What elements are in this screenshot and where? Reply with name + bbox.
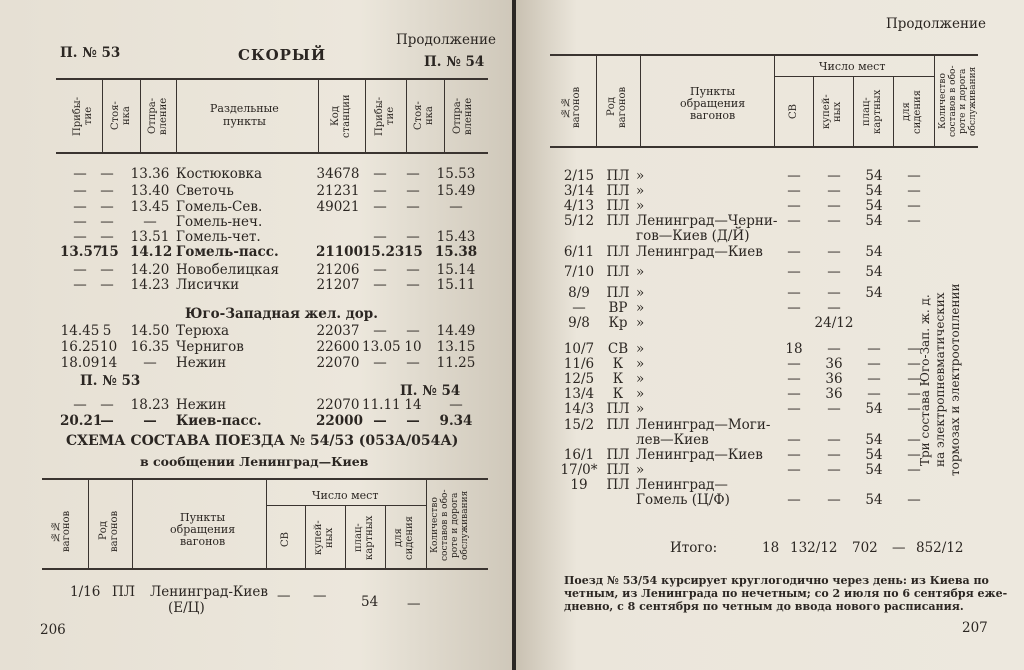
composition-cell-coupe: —: [827, 285, 841, 301]
comp-header-sit: для сидения: [393, 516, 415, 560]
composition-cell-coupe: 36: [825, 386, 843, 402]
composition-cell-coupe: —: [827, 492, 841, 508]
composition-cell-num: 9/8: [568, 315, 590, 331]
scheme-subtitle: в сообщении Ленинград—Киев: [140, 454, 369, 469]
timetable-cell-s: —: [100, 166, 114, 182]
composition-cell-sit: —: [907, 356, 921, 372]
composition-cell-type: К: [612, 371, 624, 387]
page-number-right: 207: [962, 620, 988, 636]
timetable-cell-a2: —: [373, 355, 387, 371]
composition-cell-route: Ленинград—Киев: [636, 447, 763, 463]
header-departure: Отпра- вление: [147, 97, 169, 135]
timetable-cell-code: 22070: [316, 397, 360, 413]
composition-cell-plats: —: [867, 371, 881, 387]
composition-cell-coupe: —: [827, 462, 841, 478]
composition-cell-num: 11/6: [563, 356, 595, 372]
timetable-cell-code: 22037: [316, 323, 360, 339]
composition-cell-coupe: —: [827, 264, 841, 280]
railway-name: Юго-Западная жел. дор.: [185, 306, 378, 322]
timetable-cell-code: 22600: [316, 339, 360, 355]
timetable-cell-name: Гомель-чет.: [176, 229, 261, 245]
timetable-cell-d: 14.20: [130, 262, 170, 278]
composition-cell-type: СВ: [607, 341, 629, 357]
total-sv: 18: [762, 540, 780, 556]
train-number-right: П. № 54: [424, 54, 485, 70]
composition-cell-route: »: [636, 198, 645, 214]
composition-cell-plats: 54: [865, 183, 883, 199]
composition-cell-plats: 54: [865, 264, 883, 280]
composition-cell-route: »: [636, 168, 645, 184]
timetable-cell-s: —: [100, 214, 114, 230]
composition-cell-route: »: [636, 462, 645, 478]
timetable-cell-s2: 10: [404, 339, 422, 355]
comp-row-coupe: —: [313, 588, 327, 604]
composition-cell-type: ПЛ: [606, 462, 630, 478]
timetable-cell-s2: —: [406, 166, 420, 182]
comp-header-seats: Число мест: [312, 489, 379, 502]
timetable-cell-s: —: [100, 229, 114, 245]
composition-cell-sit: —: [907, 432, 921, 448]
timetable-cell-code: 21207: [316, 277, 360, 293]
composition-cell-num: 5/12: [563, 213, 595, 229]
composition-cell-num: 8/9: [568, 285, 590, 301]
side-note-text: Три состава Юго-Зап. ж. д. на электропневматических тормозах и электроотоплении: [918, 283, 962, 477]
right-header-seats: Число мест: [819, 60, 886, 73]
composition-cell-sv: —: [787, 300, 801, 316]
composition-cell-sv: —: [787, 371, 801, 387]
composition-cell-num: 15/2: [563, 417, 595, 433]
timetable-cell-d: 14.12: [130, 244, 173, 260]
timetable-cell-s: 5: [102, 323, 112, 339]
right-header-num: №№ вагонов: [560, 86, 582, 128]
composition-cell-sv: —: [787, 183, 801, 199]
comp-header-qty: Количество составов в обо- роте и дорога обслуживания: [430, 489, 470, 561]
composition-cell-sit: —: [907, 183, 921, 199]
timetable-cell-d2: 13.15: [436, 339, 476, 355]
timetable-cell-d2: 9.34: [439, 413, 473, 429]
composition-cell-sit: —: [907, 198, 921, 214]
composition-cell-route: »: [636, 285, 645, 301]
schedule-note: Поезд № 53/54 курсирует круглогодично через день: из Киева по четным, из Ленинграда по нечетным; со 2 июля по 6 сентября еже- дневно, с 8 сентября по четным до ввода нового расписания.: [564, 574, 1008, 613]
composition-cell-sit: —: [907, 447, 921, 463]
header-stop: Стоя- нка: [110, 101, 132, 131]
composition-cell-num: 14/3: [563, 401, 595, 417]
timetable-cell-code: 22070: [316, 355, 360, 371]
timetable-cell-a2: 15.23: [362, 244, 405, 260]
timetable-cell-d: 13.45: [130, 199, 170, 215]
header-arrival: Прибы- тие: [72, 96, 94, 136]
timetable-cell-name: Терюха: [176, 323, 230, 339]
timetable-cell-d2: 15.43: [436, 229, 476, 245]
timetable-cell-a2: 13.05: [362, 339, 401, 355]
timetable-cell-s: —: [100, 277, 114, 293]
timetable-cell-a: 14.45: [60, 323, 100, 339]
right-header-plats: плац- картных: [861, 89, 883, 135]
composition-cell-type: ПЛ: [606, 285, 630, 301]
timetable-cell-s2: —: [406, 413, 420, 429]
composition-cell-sv: —: [787, 285, 801, 301]
composition-cell-sv: —: [787, 168, 801, 184]
timetable-cell-code: 21206: [316, 262, 360, 278]
composition-cell-route: Ленинград—Моги-: [636, 417, 771, 433]
timetable-cell-s2: —: [406, 199, 420, 215]
timetable-cell-s2: —: [406, 262, 420, 278]
composition-cell-coupe: —: [827, 401, 841, 417]
timetable-cell-a: 20.21: [60, 413, 103, 429]
composition-cell-plats: 54: [865, 401, 883, 417]
timetable-cell-d: 13.51: [130, 229, 170, 245]
composition-cell-sit: —: [907, 386, 921, 402]
continuation-label: Продолжение: [396, 32, 496, 48]
composition-cell-plats: 54: [865, 285, 883, 301]
timetable-cell-d2: 14.49: [436, 323, 476, 339]
scheme-title: СХЕМА СОСТАВА ПОЕЗДА № 54/53 (053А/054А): [66, 433, 459, 449]
train-number-left: П. № 53: [60, 45, 121, 61]
timetable-cell-a: —: [73, 214, 87, 230]
composition-cell-sv: 18: [785, 341, 803, 357]
timetable-cell-name: Светочь: [176, 183, 234, 199]
timetable-cell-code: 49021: [316, 199, 360, 215]
composition-cell-type: ПЛ: [606, 264, 630, 280]
comp-header-num: №№ вагонов: [50, 510, 72, 552]
composition-cell-num: 7/10: [563, 264, 595, 280]
timetable-cell-a2: —: [373, 277, 387, 293]
timetable-cell-d2: 15.11: [436, 277, 476, 293]
timetable-cell-a2: —: [373, 323, 387, 339]
composition-cell-num: 2/15: [563, 168, 595, 184]
composition-cell-plats: 54: [865, 168, 883, 184]
composition-cell-num: 13/4: [563, 386, 595, 402]
composition-cell-sv: —: [787, 432, 801, 448]
page-number-left: 206: [40, 622, 66, 638]
composition-cell-sv: —: [787, 492, 801, 508]
composition-cell-coupe: —: [827, 198, 841, 214]
timetable-cell-a: —: [73, 229, 87, 245]
timetable-cell-a: 16.25: [60, 339, 100, 355]
composition-cell-plats: 54: [865, 462, 883, 478]
timetable-cell-a: —: [73, 397, 87, 413]
composition-cell-route: Гомель (Ц/Ф): [636, 492, 730, 508]
composition-cell-num: —: [572, 300, 586, 316]
comp-row-sit: —: [407, 596, 421, 612]
timetable-cell-d: —: [143, 413, 157, 429]
timetable-cell-d2: —: [449, 397, 463, 413]
composition-cell-route: »: [636, 401, 645, 417]
timetable-cell-d: 13.36: [130, 166, 170, 182]
total-sit: —: [892, 540, 906, 556]
timetable-cell-s: 14: [100, 355, 118, 371]
timetable-cell-a: —: [73, 199, 87, 215]
timetable-cell-s2: —: [406, 277, 420, 293]
timetable-cell-s2: —: [406, 323, 420, 339]
timetable-cell-a2: —: [373, 262, 387, 278]
comp-row-route: Ленинград-Киев: [150, 584, 268, 600]
timetable-cell-s: —: [100, 183, 114, 199]
composition-cell-plats: 54: [865, 447, 883, 463]
composition-cell-sit: —: [907, 213, 921, 229]
composition-cell-route: Ленинград—Черни-: [636, 213, 778, 229]
timetable-cell-s2: —: [406, 183, 420, 199]
timetable-cell-name: Лисички: [176, 277, 240, 293]
composition-cell-coupe: —: [827, 168, 841, 184]
timetable-cell-s2: —: [406, 355, 420, 371]
composition-cell-route: »: [636, 341, 645, 357]
composition-cell-route: Ленинград—: [636, 477, 728, 493]
timetable-cell-s2: —: [406, 229, 420, 245]
composition-cell-type: ПЛ: [606, 417, 630, 433]
right-header-coupe: купей- ных: [821, 94, 843, 130]
right-header-points: Пункты обращения вагонов: [680, 85, 746, 122]
composition-cell-coupe: —: [827, 341, 841, 357]
train-number-53: П. № 53: [80, 373, 141, 389]
composition-cell-num: 6/11: [563, 244, 595, 260]
timetable-cell-d: 14.23: [130, 277, 170, 293]
composition-cell-num: 10/7: [563, 341, 595, 357]
composition-cell-route: »: [636, 315, 645, 331]
composition-cell-sv: —: [787, 213, 801, 229]
composition-cell-plats: —: [867, 356, 881, 372]
header-points: Раздельные пункты: [210, 102, 279, 128]
timetable-cell-code: 34678: [316, 166, 360, 182]
comp-header-points: Пункты обращения вагонов: [170, 511, 236, 548]
timetable-cell-d2: 15.38: [434, 244, 478, 260]
comp-row-num: 1/16: [70, 584, 101, 600]
composition-cell-route: лев—Киев: [636, 432, 709, 448]
composition-cell-coupe: —: [827, 300, 841, 316]
composition-cell-coupe: —: [827, 432, 841, 448]
train-number-54: П. № 54: [400, 383, 461, 399]
timetable-cell-s: —: [100, 262, 114, 278]
composition-cell-type: К: [612, 356, 624, 372]
header-arrival-2: Прибы- тие: [374, 96, 396, 136]
timetable-cell-d: 18.23: [130, 397, 170, 413]
composition-cell-num: 12/5: [563, 371, 595, 387]
composition-cell-sit: —: [907, 492, 921, 508]
timetable-cell-name: Нежин: [176, 355, 227, 371]
composition-cell-route: »: [636, 300, 645, 316]
composition-cell-coupe: 24/12: [814, 315, 854, 331]
header-station-code: Код станции: [330, 94, 352, 138]
timetable-cell-a: —: [73, 183, 87, 199]
composition-cell-coupe: —: [827, 183, 841, 199]
total-coupe: 132/12: [790, 540, 838, 556]
comp-row-route-2: (Е/Ц): [168, 600, 205, 616]
composition-cell-type: ПЛ: [606, 477, 630, 493]
timetable-cell-a: —: [73, 262, 87, 278]
timetable-cell-d2: 11.25: [436, 355, 476, 371]
composition-cell-num: 19: [570, 477, 588, 493]
composition-cell-num: 4/13: [563, 198, 595, 214]
comp-header-coupe: купей- ных: [313, 520, 335, 556]
composition-cell-sit: —: [907, 341, 921, 357]
timetable-cell-s2: 14: [404, 397, 422, 413]
composition-cell-route: »: [636, 356, 645, 372]
composition-cell-route: гов—Киев (Д/Й): [636, 228, 750, 244]
composition-cell-route: »: [636, 264, 645, 280]
timetable-cell-d2: 15.14: [436, 262, 476, 278]
composition-cell-type: ПЛ: [606, 183, 630, 199]
composition-cell-num: 17/0*: [560, 462, 598, 478]
total-label: Итого:: [670, 540, 718, 556]
timetable-cell-a: 13.57: [60, 244, 103, 260]
composition-cell-num: 16/1: [563, 447, 595, 463]
composition-cell-type: Кр: [608, 315, 628, 331]
timetable-cell-a2: 11.11: [362, 397, 401, 413]
timetable-cell-name: Костюковка: [176, 166, 263, 182]
timetable-cell-a: 18.09: [60, 355, 100, 371]
timetable-cell-s: 10: [100, 339, 118, 355]
composition-cell-route: »: [636, 183, 645, 199]
composition-cell-coupe: 36: [825, 356, 843, 372]
composition-cell-coupe: —: [827, 213, 841, 229]
timetable-cell-d: —: [143, 214, 157, 230]
right-header-qty: Количество составов в обо- роте и дорога обслуживания: [938, 65, 978, 137]
right-header-type: Род вагонов: [606, 86, 628, 128]
timetable-cell-a2: —: [373, 413, 387, 429]
timetable-cell-d: 13.40: [130, 183, 170, 199]
composition-cell-plats: 54: [865, 492, 883, 508]
composition-cell-sv: —: [787, 244, 801, 260]
timetable-cell-a2: —: [373, 183, 387, 199]
timetable-cell-name: Гомель-Сев.: [176, 199, 263, 215]
timetable-cell-a: —: [73, 166, 87, 182]
composition-cell-sv: —: [787, 462, 801, 478]
timetable-cell-name: Чернигов: [176, 339, 244, 355]
timetable-cell-d2: 15.49: [436, 183, 476, 199]
timetable-cell-d: 14.50: [130, 323, 170, 339]
right-header-sv: СВ: [788, 104, 799, 120]
right-page: [516, 0, 1024, 670]
continuation-label-right: Продолжение: [886, 16, 986, 32]
timetable-cell-d2: 15.53: [436, 166, 476, 182]
composition-cell-plats: 54: [865, 213, 883, 229]
composition-cell-plats: 54: [865, 198, 883, 214]
comp-row-sv: —: [277, 588, 291, 604]
timetable-cell-name: Гомель-неч.: [176, 214, 263, 230]
comp-header-type: Род вагонов: [98, 510, 120, 552]
comp-header-sv: СВ: [280, 532, 291, 548]
composition-cell-coupe: —: [827, 447, 841, 463]
timetable-cell-a: —: [73, 277, 87, 293]
timetable-cell-name: Новобелицкая: [176, 262, 280, 278]
composition-cell-sv: —: [787, 198, 801, 214]
composition-cell-type: ПЛ: [606, 198, 630, 214]
timetable-cell-name: Гомель-пасс.: [176, 244, 279, 260]
composition-cell-sit: —: [907, 371, 921, 387]
composition-cell-type: ПЛ: [606, 168, 630, 184]
composition-cell-plats: —: [867, 341, 881, 357]
timetable-cell-a2: —: [373, 166, 387, 182]
comp-header-plats: плац- картных: [353, 515, 375, 561]
composition-cell-sv: —: [787, 401, 801, 417]
right-header-sit: для сидения: [901, 90, 923, 134]
timetable-cell-d2: —: [449, 199, 463, 215]
composition-cell-coupe: —: [827, 244, 841, 260]
timetable-cell-s2: 15: [404, 244, 423, 260]
composition-cell-route: »: [636, 386, 645, 402]
composition-cell-sv: —: [787, 386, 801, 402]
composition-cell-type: К: [612, 386, 624, 402]
timetable-cell-code: 21231: [316, 183, 360, 199]
comp-row-type: ПЛ: [112, 584, 136, 600]
composition-cell-sv: —: [787, 447, 801, 463]
timetable-cell-d: 16.35: [130, 339, 170, 355]
composition-cell-type: ВР: [608, 300, 628, 316]
timetable-cell-name: Нежин: [176, 397, 227, 413]
composition-cell-sit: —: [907, 168, 921, 184]
composition-cell-route: »: [636, 371, 645, 387]
composition-cell-num: 3/14: [563, 183, 595, 199]
composition-cell-plats: 54: [865, 244, 883, 260]
timetable-cell-a2: —: [373, 199, 387, 215]
composition-cell-sv: —: [787, 264, 801, 280]
composition-cell-sit: —: [907, 462, 921, 478]
timetable-cell-s: —: [100, 199, 114, 215]
timetable-cell-a2: —: [373, 229, 387, 245]
composition-cell-route: Ленинград—Киев: [636, 244, 763, 260]
timetable-cell-s: 15: [100, 244, 119, 260]
timetable-cell-code: 22000: [316, 413, 363, 429]
composition-cell-plats: 54: [865, 432, 883, 448]
timetable-cell-s: —: [100, 397, 114, 413]
header-departure-2: Отпра- вление: [452, 97, 474, 135]
composition-cell-type: ПЛ: [606, 401, 630, 417]
timetable-cell-code: 21100: [316, 244, 363, 260]
composition-cell-type: ПЛ: [606, 244, 630, 260]
total-plats: 702: [852, 540, 878, 556]
timetable-cell-name: Киев-пасс.: [176, 413, 262, 429]
train-type-title: СКОРЫЙ: [238, 46, 327, 64]
timetable-cell-d: —: [143, 355, 157, 371]
composition-cell-sit: —: [907, 401, 921, 417]
composition-cell-type: ПЛ: [606, 447, 630, 463]
total-all: 852/12: [916, 540, 964, 556]
timetable-cell-s: —: [100, 413, 114, 429]
header-stop-2: Стоя- нка: [413, 101, 435, 131]
composition-cell-type: ПЛ: [606, 213, 630, 229]
composition-cell-coupe: 36: [825, 371, 843, 387]
comp-row-plats: 54: [361, 594, 379, 610]
side-note: [918, 270, 988, 490]
composition-cell-sv: —: [787, 356, 801, 372]
composition-cell-plats: —: [867, 386, 881, 402]
